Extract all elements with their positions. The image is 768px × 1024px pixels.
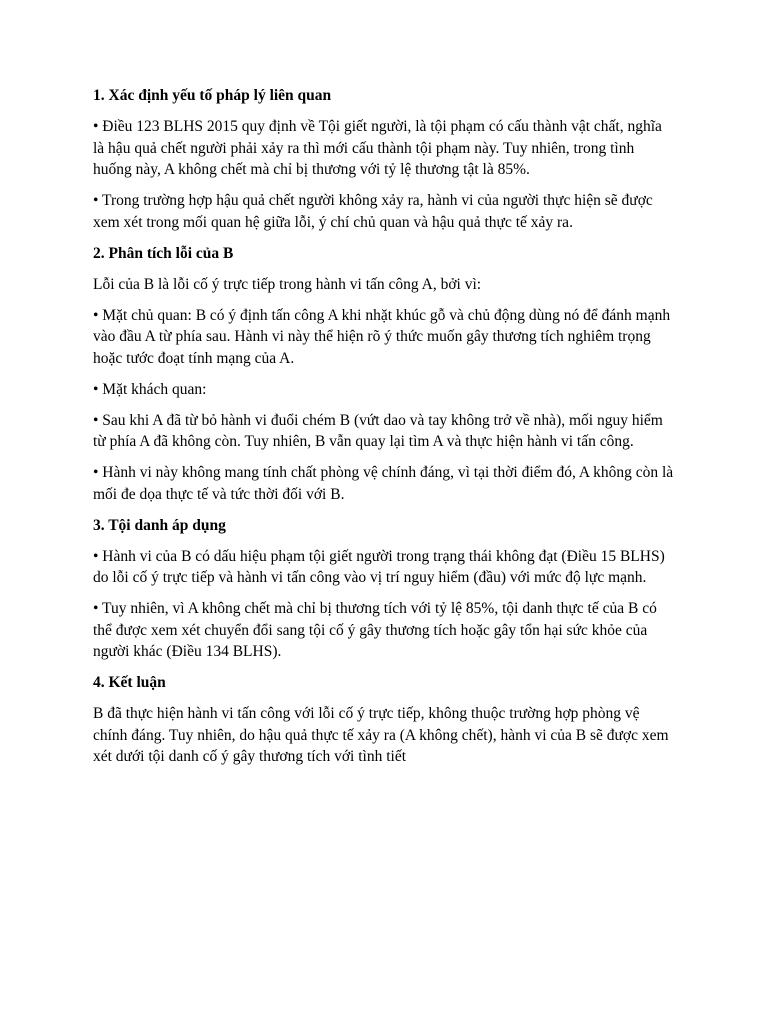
section-4 xyxy=(93,672,676,768)
section-heading: 2. Phân tích lỗi của B xyxy=(93,244,234,262)
paragraph: • Sau khi A đã từ bỏ hành vi đuổi chém B (vứt dao và tay không trở về nhà), mối nguy hiểm từ phía A đã không còn. Tuy nhiên, B vẫn quay lại tìm A và thực hiện hành vi tấn công. xyxy=(93,411,663,450)
section-3 xyxy=(93,515,676,663)
section-heading: 1. Xác định yếu tố pháp lý liên quan xyxy=(93,87,332,104)
paragraph: B đã thực hiện hành vi tấn công với lỗi cố ý trực tiếp, không thuộc trường hợp phòng vệ chính đáng. Tuy nhiên, do hậu quả thực tế xảy ra (A không chết), hành vi của B sẽ được xem xét dưới tội danh cố ý gây thương tích với tình tiết xyxy=(93,705,669,765)
paragraph: Lỗi của B là lỗi cố ý trực tiếp trong hành vi tấn công A, bởi vì: xyxy=(93,275,482,293)
section-heading: 4. Kết luận xyxy=(93,674,166,691)
paragraph: • Hành vi này không mang tính chất phòng vệ chính đáng, vì tại thời điểm đó, A không còn là mối đe dọa thực tế và tức thời đối với B. xyxy=(93,464,674,503)
section-heading: 3. Tội danh áp dụng xyxy=(93,516,226,534)
paragraph: • Tuy nhiên, vì A không chết mà chỉ bị thương tích với tỷ lệ 85%, tội danh thực tế của B có thể được xem xét chuyển đổi sang tội cố ý gây thương tích hoặc gây tổn hại sức khỏe của người khác (Điều 134 BLHS). xyxy=(93,600,657,660)
paragraph: • Mặt chủ quan: B có ý định tấn công A khi nhặt khúc gỗ và chủ động dùng nó để đánh mạnh vào đầu A từ phía sau. Hành vi này thể hiện rõ ý thức muốn gây thương tích nghiêm trọng hoặc tước đoạt tính mạng của A. xyxy=(93,306,671,367)
paragraph: • Điều 123 BLHS 2015 quy định về Tội giết người, là tội phạm có cấu thành vật chất, nghĩa là hậu quả chết người phải xảy ra thì mới cấu thành tội phạm này. Tuy nhiên, trong tình huống này, A không chết mà chỉ bị thương với tỷ lệ thương tật là 85%. xyxy=(93,118,662,178)
section-1 xyxy=(93,85,676,233)
paragraph: • Hành vi của B có dấu hiệu phạm tội giết người trong trạng thái không đạt (Điều 15 BLHS) do lỗi cố ý trực tiếp và hành vi tấn công vào vị trí nguy hiểm (đầu) với mức độ lực mạnh. xyxy=(93,547,665,586)
section-2 xyxy=(93,243,676,506)
paragraph: • Mặt khách quan: xyxy=(93,380,207,398)
paragraph: • Trong trường hợp hậu quả chết người không xảy ra, hành vi của người thực hiện sẽ được xem xét trong mối quan hệ giữa lỗi, ý chí chủ quan và hậu quả thực tế xảy ra. xyxy=(93,192,653,231)
